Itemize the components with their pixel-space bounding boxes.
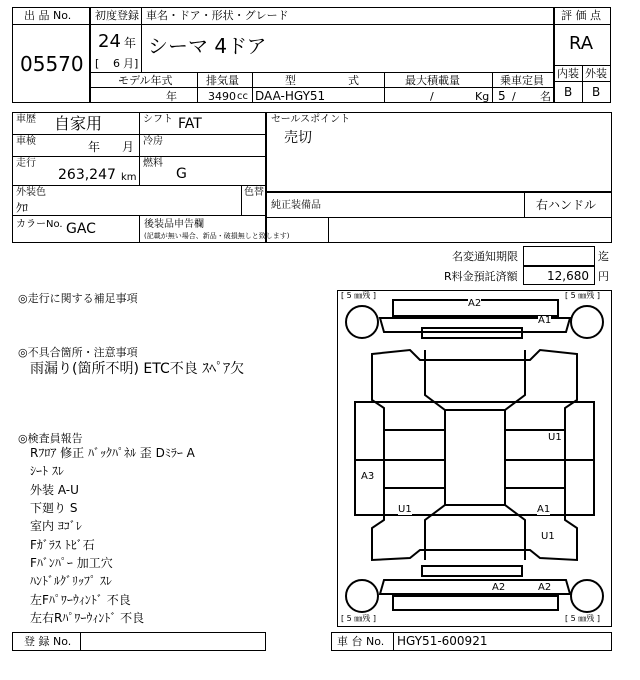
- model-code: DAA-HGY51: [255, 89, 326, 103]
- inspector-line: 左右Rﾊﾟﾜｰｳｨﾝﾄﾞ 不良: [30, 611, 145, 625]
- damage-mark: A1: [537, 504, 551, 515]
- capacity-slash: /: [512, 90, 516, 103]
- model-year-unit: 年: [166, 90, 177, 103]
- rating-label: 評 価 点: [561, 9, 601, 22]
- first-reg-label: 初度登録: [95, 9, 139, 22]
- capacity: 5: [498, 89, 506, 103]
- damage-mark: U1: [398, 504, 412, 515]
- first-reg-month-suffix: 月]: [123, 57, 139, 70]
- displacement: 3490: [208, 90, 236, 103]
- chassis-no: HGY51-600921: [397, 634, 488, 648]
- history-label: 車歴: [16, 114, 36, 125]
- inspector-line: Rﾌﾛｱ 修正 ﾊﾞｯｸﾊﾟﾈﾙ 歪 Dﾐﾗｰ A: [30, 446, 195, 460]
- damage-mark: A2: [538, 582, 552, 593]
- inspector-line: Fｶﾞﾗｽ ﾄﾋﾞ石: [30, 538, 95, 552]
- shift-label: シフト: [143, 114, 173, 125]
- first-reg-month-prefix: [: [95, 57, 100, 70]
- aftermarket-note: (記載が無い場合、新品・破損無しと致します): [144, 232, 290, 240]
- steering: 右ハンドル: [536, 198, 597, 212]
- recycle-unit: 円: [598, 270, 609, 283]
- inspection-label: 車検: [16, 136, 36, 147]
- color-no: GAC: [66, 221, 96, 237]
- first-reg-year-unit: 年: [124, 36, 137, 50]
- defects-title: ◎不具合箇所・注意事項: [18, 346, 138, 359]
- sales-point-label: セールスポイント: [271, 114, 351, 125]
- damage-mark: A3: [361, 471, 375, 482]
- rating: RA: [569, 33, 594, 54]
- ext-color: ｸﾛ: [16, 201, 29, 215]
- tire-tread-rear-right: [ 5 ㎜残 ]: [565, 614, 600, 623]
- mileage-label: 走行: [16, 158, 36, 169]
- name-change-box: [523, 246, 595, 266]
- inspector-line: 室内 ﾖｺﾞﾚ: [30, 519, 82, 533]
- exterior-grade: B: [592, 85, 601, 99]
- history: 自家用: [54, 114, 103, 133]
- fuel: G: [176, 166, 187, 182]
- interior-grade: B: [564, 85, 573, 99]
- inspector-line: ｼｰﾄ ｽﾚ: [30, 464, 64, 478]
- damage-mark: A2: [468, 298, 482, 309]
- chassis-no-label: 車 台 No.: [337, 635, 385, 648]
- damage-mark: A2: [492, 582, 506, 593]
- ac-label: 冷房: [143, 136, 163, 147]
- model-label: 型: [285, 74, 296, 87]
- reg-no-label: 登 録 No.: [24, 635, 72, 648]
- interior-label: 内装: [557, 67, 579, 80]
- inspector-line: 外装 A-U: [30, 483, 79, 497]
- max-load-unit: Kg: [475, 90, 490, 103]
- car-body-diagram: [337, 290, 612, 627]
- damage-mark: U1: [541, 531, 555, 542]
- inspector-line: 下廻り S: [30, 501, 78, 515]
- lot-no: 05570: [20, 52, 84, 76]
- damage-mark: A1: [538, 315, 552, 326]
- model-year-label: モデル年式: [118, 74, 173, 87]
- name-change-unit: 迄: [598, 250, 609, 263]
- capacity-unit: 名: [540, 90, 551, 103]
- damage-mark: U1: [548, 432, 562, 443]
- first-reg-month: 6: [113, 57, 120, 70]
- driving-notes-title: ◎走行に関する補足事項: [18, 292, 138, 305]
- inspector-line: 左Fﾊﾟﾜｰｳｨﾝﾄﾞ 不良: [30, 593, 131, 607]
- inspector-line: ﾊﾝﾄﾞﾙｸﾞﾘｯﾌﾟ ｽﾚ: [30, 574, 112, 588]
- max-load-label: 最大積載量: [405, 74, 460, 87]
- inspector-title: ◎検査員報告: [18, 432, 83, 445]
- mileage: 263,247: [58, 167, 116, 183]
- inspector-line: Fﾊﾞﾝﾊﾟｰ 加工穴: [30, 556, 113, 570]
- exterior-label: 外装: [585, 67, 607, 80]
- genuine-equipment-label: 純正装備品: [271, 200, 321, 211]
- max-load-slash: /: [430, 90, 434, 103]
- recycle-label: R料金預託済額: [444, 270, 518, 283]
- model-label-2: 式: [348, 74, 359, 87]
- mileage-unit: km: [121, 172, 137, 183]
- name-change-label: 名変通知期限: [452, 250, 518, 263]
- recycle-amount: 12,680: [547, 269, 589, 283]
- sales-point: 売切: [284, 130, 312, 146]
- color-no-label: カラーNo.: [16, 219, 63, 230]
- tire-tread-front-left: [ 5 ㎜残 ]: [341, 291, 376, 300]
- ext-color-label: 外装色: [16, 187, 46, 198]
- car-name-label: 車名・ドア・形状・グレード: [146, 9, 289, 22]
- car-name: シーマ 4ドア: [148, 34, 267, 58]
- inspection-month: 月: [122, 140, 135, 154]
- fuel-label: 燃料: [143, 158, 163, 169]
- lot-no-label: 出 品 No.: [24, 9, 72, 22]
- displacement-unit: cc: [237, 91, 248, 102]
- displacement-label: 排気量: [206, 74, 239, 87]
- tire-tread-rear-left: [ 5 ㎜残 ]: [341, 614, 376, 623]
- aftermarket-label: 後装品申告欄: [144, 219, 204, 230]
- shift: FAT: [178, 116, 202, 132]
- tire-tread-front-right: [ 5 ㎜残 ]: [565, 291, 600, 300]
- repaint-label: 色替: [244, 187, 264, 198]
- defects-text: 雨漏り(箇所不明) ETC不良 ｽﾍﾟｱ欠: [30, 361, 245, 377]
- first-reg-year: 24: [98, 31, 121, 52]
- capacity-label: 乗車定員: [500, 74, 544, 87]
- inspection-year: 年: [88, 140, 101, 154]
